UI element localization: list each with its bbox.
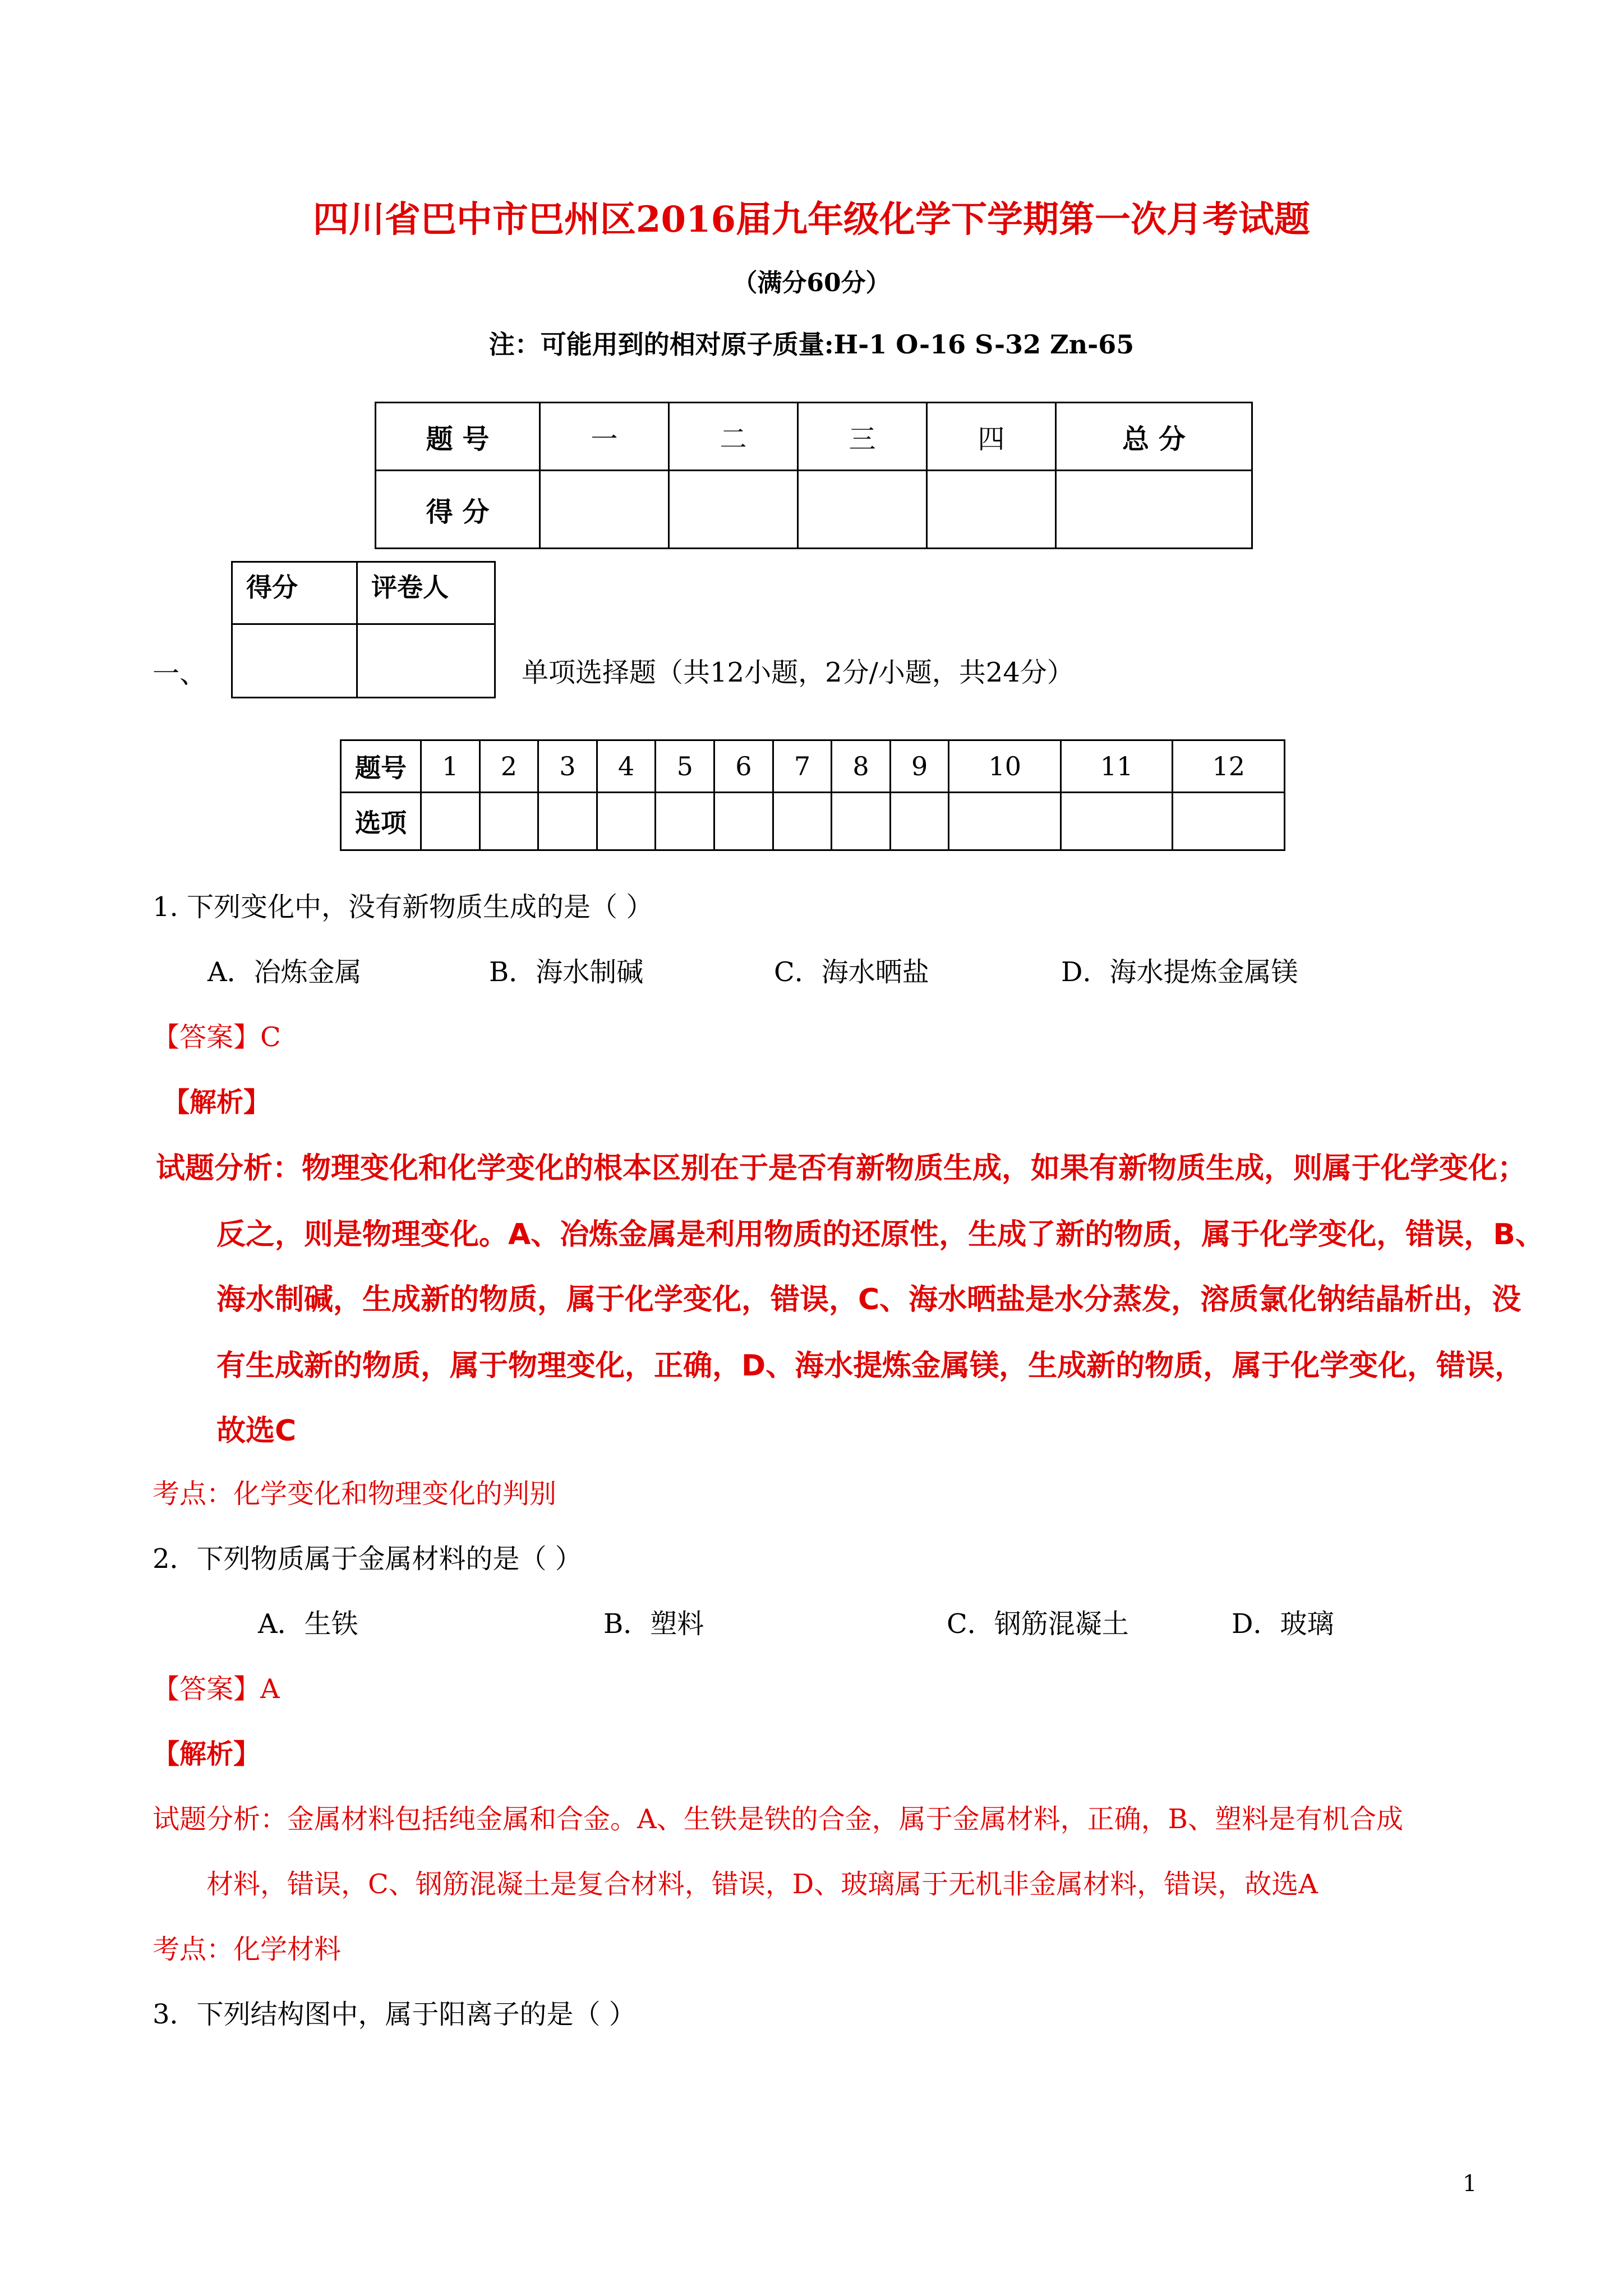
answer-number: 9 [890,740,949,793]
answer-cell [597,793,656,850]
answer-number: 6 [714,740,773,793]
q1-analysis-line-2: 反之，则是物理变化。A、冶炼金属是利用物质的还原性，生成了新的物质，属于化学变化，错误，B、 [216,1218,1544,1251]
page-number: 1 [1463,2171,1477,2197]
answer-cell [1061,793,1172,850]
answer-number: 2 [479,740,538,793]
answer-number: 8 [832,740,891,793]
section-title: 单项选择题（共12小题，2分/小题，共24分） [522,657,1074,688]
q2-option-a: A．生铁 [258,1608,358,1640]
q1-option-d: D．海水提炼金属镁 [1061,956,1298,988]
review-score-cell [232,624,357,698]
q2-analysis-label: 【解析】 [153,1738,261,1770]
q3-stem: 3．下列结构图中，属于阳离子的是（ ） [153,1999,636,2030]
score-header-4: 四 [926,403,1055,471]
score-header-2: 二 [668,403,797,471]
answer-cell [421,793,480,850]
q1-stem: 1. 下列变化中，没有新物质生成的是（ ） [153,891,653,923]
score-cell [797,471,926,549]
score-row-label: 得 分 [376,471,540,549]
answer-cell [714,793,773,850]
q1-analysis-line-4: 有生成新的物质，属于物理变化，正确，D、海水提炼金属镁，生成新的物质，属于化学变化，错误， [216,1349,1524,1383]
answer-cell [538,793,597,850]
answer-cell [949,793,1061,850]
answer-table [340,739,1285,851]
q1-analysis-line-3: 海水制碱，生成新的物质，属于化学变化，错误，C、海水晒盐是水分蒸发，溶质氯化钠结晶析出，没 [216,1283,1521,1317]
q1-analysis-line-1: 试题分析：物理变化和化学变化的根本区别在于是否有新物质生成，如果有新物质生成，则属于化学变化； [156,1152,1527,1185]
q2-answer: 【答案】A [153,1673,280,1705]
answer-number: 5 [656,740,714,793]
page-title: 四川省巴中市巴州区2016届九年级化学下学期第一次月考试题 [312,199,1311,241]
score-header-label: 题 号 [376,403,540,471]
score-cell [668,471,797,549]
q2-stem: 2．下列物质属于金属材料的是（ ） [153,1543,582,1575]
answer-number: 11 [1061,740,1172,793]
section-number: 一、 [153,658,207,689]
answer-cell [479,793,538,850]
q2-kaodian: 考点：化学材料 [153,1934,342,1965]
score-cell [1055,471,1252,549]
answer-number: 3 [538,740,597,793]
q2-analysis-line-1: 试题分析：金属材料包括纯金属和合金。A、生铁是铁的合金，属于金属材料，正确，B、塑料是有机合成 [153,1803,1403,1835]
answer-number: 4 [597,740,656,793]
score-cell [926,471,1055,549]
full-score: （满分60分） [732,269,891,297]
answer-cell [832,793,891,850]
score-table [375,402,1253,549]
answer-number: 7 [773,740,832,793]
answer-number: 12 [1173,740,1285,793]
score-header-1: 一 [540,403,668,471]
q2-option-d: D．玻璃 [1232,1608,1334,1640]
reviewer-label: 评卷人 [357,562,495,624]
q1-answer: 【答案】C [153,1022,281,1053]
answer-cell [656,793,714,850]
q1-kaodian: 考点：化学变化和物理变化的判别 [153,1478,557,1510]
atomic-mass-note: 注：可能用到的相对原子质量:H-1 O-16 S-32 Zn-65 [488,329,1135,360]
answer-row-label: 选项 [341,793,421,850]
q2-analysis-line-2: 材料，错误，C、钢筋混凝土是复合材料，错误，D、玻璃属于无机非金属材料，错误，故选A [206,1869,1318,1900]
score-cell [540,471,668,549]
answer-cell [1173,793,1285,850]
score-header-total: 总 分 [1055,403,1252,471]
q1-option-c: C．海水晒盐 [774,956,929,988]
q1-option-b: B．海水制碱 [489,956,644,988]
reviewer-cell [357,624,495,698]
q2-option-c: C．钢筋混凝土 [947,1608,1129,1640]
q1-option-a: A．冶炼金属 [208,956,362,988]
q1-analysis-line-5: 故选C [216,1414,297,1448]
q1-analysis-label: 【解析】 [163,1087,271,1118]
answer-cell [890,793,949,850]
answer-header-label: 题号 [341,740,421,793]
answer-number: 1 [421,740,480,793]
q2-option-b: B．塑料 [603,1608,704,1640]
review-table [231,561,496,698]
answer-number: 10 [949,740,1061,793]
score-header-3: 三 [797,403,926,471]
answer-cell [773,793,832,850]
review-score-label: 得分 [232,562,357,624]
